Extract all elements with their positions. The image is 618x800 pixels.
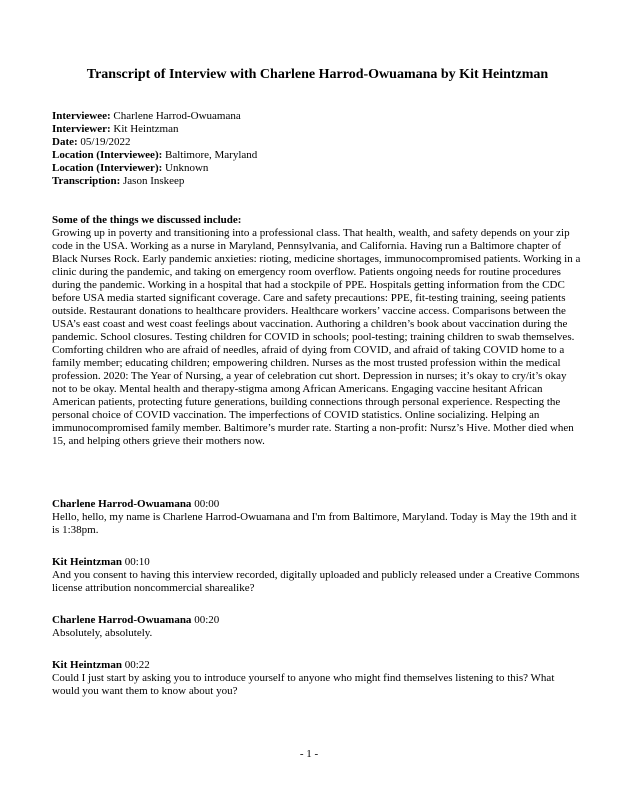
speaker-name: Kit Heintzman xyxy=(52,659,122,671)
entry-timestamp: 00:20 xyxy=(194,614,220,626)
metadata-row-location-interviewer xyxy=(52,162,583,175)
metadata-value: Unknown xyxy=(165,162,209,174)
entry-text: Could I just start by asking you to introduce yourself to anyone who might find themselves listening to this? What would you want them to know about you? xyxy=(52,672,555,697)
entry-text: Absolutely, absolutely. xyxy=(52,627,153,639)
entry-timestamp: 00:10 xyxy=(124,556,150,568)
transcript-entry xyxy=(52,659,583,698)
summary-heading: Some of the things we discussed include: xyxy=(52,214,242,226)
metadata-label: Date: xyxy=(52,136,78,148)
page-number: - 1 - xyxy=(299,748,319,760)
transcript-entry xyxy=(52,498,583,537)
entry-timestamp: 00:00 xyxy=(194,498,220,510)
entry-text: Hello, hello, my name is Charlene Harrod-Owuamana and I'm from Baltimore, Maryland. Today is May the 19th and it is 1:38pm. xyxy=(52,511,577,536)
metadata-value: Jason Inskeep xyxy=(123,175,185,187)
entry-header xyxy=(52,498,583,511)
entry-header xyxy=(52,614,583,627)
entry-timestamp: 00:22 xyxy=(124,659,150,671)
metadata-row-location-interviewee xyxy=(52,149,583,162)
metadata-value: Kit Heintzman xyxy=(113,123,179,135)
transcript-section xyxy=(52,498,583,717)
metadata-label: Transcription: xyxy=(52,175,121,187)
page-title: Transcript of Interview with Charlene Harrod-Owuamana by Kit Heintzman xyxy=(86,67,549,82)
metadata-row-interviewee xyxy=(52,110,583,123)
metadata-row-interviewer xyxy=(52,123,583,136)
metadata-label: Interviewee: xyxy=(52,110,111,122)
speaker-name: Kit Heintzman xyxy=(52,556,122,568)
metadata-label: Location (Interviewee): xyxy=(52,149,163,161)
metadata-label: Location (Interviewer): xyxy=(52,162,163,174)
metadata-block xyxy=(52,110,583,188)
metadata-row-date xyxy=(52,136,583,149)
transcript-entry xyxy=(52,614,583,640)
metadata-value: 05/19/2022 xyxy=(80,136,131,148)
speaker-name: Charlene Harrod-Owuamana xyxy=(52,614,192,626)
speaker-name: Charlene Harrod-Owuamana xyxy=(52,498,192,510)
entry-header xyxy=(52,556,583,569)
metadata-label: Interviewer: xyxy=(52,123,111,135)
metadata-value: Charlene Harrod-Owuamana xyxy=(113,110,241,122)
entry-header xyxy=(52,659,583,672)
transcript-entry xyxy=(52,556,583,595)
metadata-row-transcription xyxy=(52,175,583,188)
entry-text: And you consent to having this interview recorded, digitally uploaded and publicly released under a Creative Commons license attribution noncommercial sharealike? xyxy=(52,569,580,594)
summary-body: Growing up in poverty and transitioning into a professional class. That health, wealth, and safety depends on your zip code in the USA. Working as a nurse in Maryland, Pennsylvania, and California. Having run a Baltimore chapter of Black Nurses Rock. Early pandemic anxieties: rioting, medicine shortages, immunocompromised patients. Working in a clinic during the pandemic, and taking on emergency room overflow. Patients ongoing needs for routine procedures during the pandemic. Working in a hospital that had a stockpile of PPE. Hospitals getting information from the CDC before USA media started significant coverage. Care and safety precautions: PPE, fit-testing training, seeing patients outside. Restaurant donations to healthcare providers. Healthcare workers’ vaccine access. Comparisons between the USA’s east coast and west coast feelings about vaccination. Authoring a children’s book about vaccination during the pandemic. School closures. Testing children for COVID in schools; pool-testing; training children to swab themselves. Comforting children who are afraid of needles, afraid of dying from COVID, and afraid of taking COVID home to a family member; educating children; empowering children. Nurses as the most trusted profession within the medical profession. 2020: The Year of Nursing, a year of celebration cut short. Depression in nurses; it’s okay to cry/it’s okay not to be okay. Mental health and therapy-stigma among African Americans. Engaging vaccine hesitant African American patients, protecting future generations, building connections through personal experience. Respecting the personal choice of COVID vaccination. The imperfections of COVID statistics. Online socializing. Helping an immunocompromised family member. Baltimore’s murder rate. Starting a non-profit: Nursz’s Hive. Mother died when 15, and helping others grieve their mothers now. xyxy=(52,227,581,447)
metadata-value: Baltimore, Maryland xyxy=(165,149,258,161)
discussion-summary-section xyxy=(52,214,583,448)
